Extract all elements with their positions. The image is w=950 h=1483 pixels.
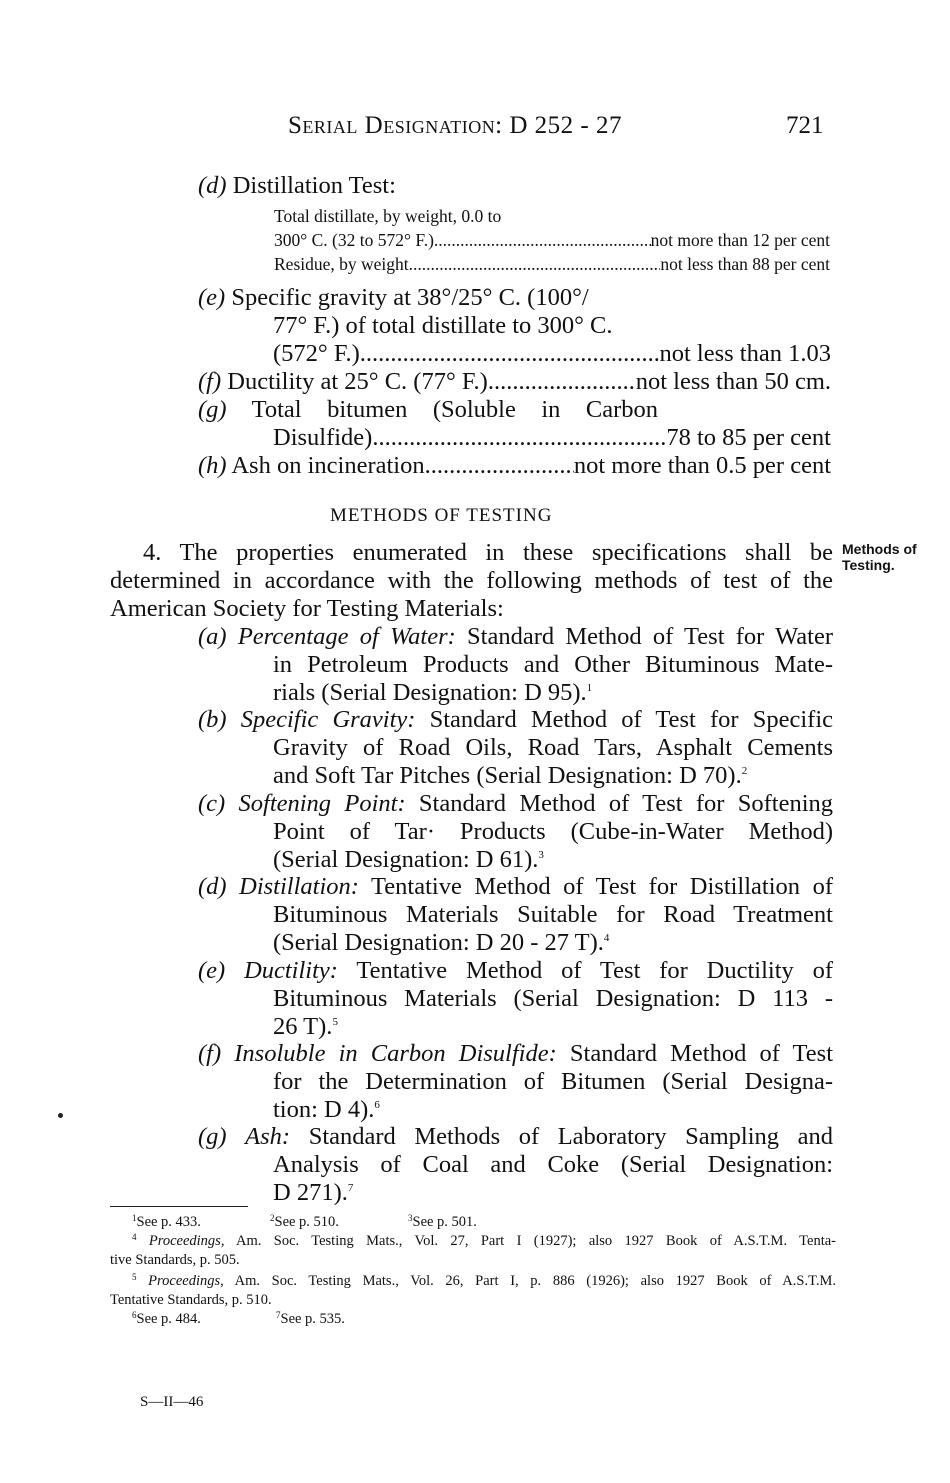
method-f-label: (f) [198, 1040, 222, 1067]
req-d [198, 172, 396, 200]
method-g-line-2: Analysis of Coal and Coke (Serial Designation: [273, 1151, 833, 1178]
leader-dots [360, 340, 660, 368]
footnote-1 [132, 1213, 201, 1232]
method-g-line-3-text: D 271). [273, 1179, 348, 1206]
footnote-ref-2: 2 [741, 765, 748, 777]
method-d-line-1: Tentative Method of Test for Distillation of [371, 873, 833, 900]
method-c-line-2: Point of Tar· Products (Cube-in-Water Method) [273, 818, 833, 845]
method-c-label: (c) [198, 790, 226, 817]
method-f-line-1: Standard Method of Test [569, 1040, 834, 1067]
method-a-line-2: in Petroleum Products and Other Bituminous Mate- [273, 651, 833, 678]
footnote-1-num: 1 [132, 1213, 137, 1223]
req-d-label: (d) [198, 172, 227, 199]
method-c-title: Softening Point: [238, 790, 406, 817]
req-e [198, 284, 589, 312]
side-note-line-1: Methods of [842, 541, 917, 557]
footnote-ref-6: 6 [374, 1099, 380, 1111]
intro-line-1: 4. The properties enumerated in these specifications shall be [143, 539, 833, 566]
method-g-line-3 [273, 1179, 353, 1207]
footnote-rule [110, 1206, 248, 1207]
req-g-text: Total bitumen (Soluble in Carbon [251, 396, 658, 423]
req-g-cont-label: Disulfide) [273, 424, 373, 451]
req-h-value: not more than 0.5 per cent [573, 452, 831, 479]
method-d-title: Distillation: [239, 873, 359, 900]
dist-line-2-value: not more than 12 per cent [650, 230, 830, 250]
method-f-title: Insoluble in Carbon Disulfide: [234, 1040, 557, 1067]
section-title: METHODS OF TESTING [330, 505, 553, 526]
footnote-3 [408, 1213, 477, 1232]
req-h [198, 452, 831, 480]
dist-line-2 [274, 228, 830, 252]
method-e-line-3-text: 26 T). [273, 1013, 333, 1040]
footnote-6-num: 6 [132, 1310, 137, 1320]
req-f-text: Ductility at 25° C. (77° F.) [227, 368, 488, 395]
footnote-4 [132, 1232, 836, 1251]
dist-line-3-label: Residue, by weight [274, 254, 409, 274]
footnote-5-num: 5 [132, 1272, 137, 1282]
footnote-ref-1: 1 [586, 682, 593, 694]
footnote-5-line-2: Tentative Standards, p. 510. [110, 1292, 272, 1308]
method-g-line-1: Standard Methods of Laboratory Sampling and [308, 1123, 834, 1150]
footnote-ref-3: 3 [538, 849, 544, 861]
footnote-3-num: 3 [408, 1213, 413, 1223]
method-d-line-3 [273, 929, 609, 957]
method-b-line-1: Standard Method of Test for Specific [429, 706, 834, 733]
req-g-value: 78 to 85 per cent [666, 424, 831, 451]
method-f [198, 1040, 833, 1068]
footnote-4-line-2: tive Standards, p. 505. [110, 1252, 240, 1268]
footnote-4-num: 4 [132, 1232, 137, 1242]
method-b-label: (b) [198, 706, 227, 733]
leader-dots [425, 452, 574, 480]
method-d-line-2: Bituminous Materials Suitable for Road Treatment [273, 901, 833, 928]
leader-dots [372, 424, 666, 452]
method-c-line-3-text: (Serial Designation: D 61). [273, 846, 539, 873]
footnote-4-line-1: Am. Soc. Testing Mats., Vol. 27, Part I (1927); also 1927 Book of A.S.T.M. Tenta- [236, 1233, 836, 1249]
method-a [198, 623, 833, 651]
method-a-line-3-text: rials (Serial Designation: D 95). [273, 679, 587, 706]
method-c-line-3 [273, 846, 544, 874]
intro-line-3: American Society for Testing Materials: [110, 595, 504, 622]
footnote-ref-7: 7 [347, 1182, 354, 1194]
page-number: 721 [786, 112, 824, 139]
footnote-ref-5: 5 [332, 1016, 338, 1028]
method-f-line-3 [273, 1096, 380, 1124]
dist-line-3-value: not less than 88 per cent [660, 254, 830, 274]
req-e-value: not less than 1.03 [659, 340, 831, 367]
method-b-line-2: Gravity of Road Oils, Road Tars, Asphalt Cements [273, 734, 833, 761]
side-note [842, 541, 917, 573]
method-e-line-3 [273, 1013, 338, 1041]
req-g-cont [273, 424, 831, 452]
method-c-line-1: Standard Method of Test for Softening [418, 790, 834, 817]
method-b-title: Specific Gravity: [240, 706, 416, 733]
method-e-title: Ductility: [244, 957, 338, 984]
leader-dots [409, 252, 661, 276]
printer-signature: S—II—46 [140, 1394, 204, 1410]
method-d [198, 873, 833, 901]
method-e-label: (e) [198, 957, 226, 984]
footnote-2-text: See p. 510. [274, 1214, 339, 1230]
leader-dots [434, 228, 651, 252]
req-f-label: (f) [198, 368, 222, 395]
intro-line-2: determined in accordance with the following methods of test of the [110, 567, 833, 594]
leader-dots [488, 368, 636, 396]
footnote-1-text: See p. 433. [136, 1214, 201, 1230]
req-h-label: (h) [198, 452, 227, 479]
dist-line-3 [274, 252, 830, 276]
req-g [198, 396, 658, 424]
footnote-7-num: 7 [276, 1310, 281, 1320]
footnote-2-num: 2 [270, 1213, 275, 1223]
footnote-5-title: Proceedings, [148, 1273, 224, 1289]
footnote-7 [276, 1310, 345, 1329]
running-header: Serial Designation: D 252 - 27 [288, 112, 623, 139]
req-f [198, 368, 831, 396]
side-note-line-2: Testing. [842, 557, 895, 573]
method-g [198, 1123, 833, 1151]
footnote-6-text: See p. 484. [136, 1311, 201, 1327]
footnote-ref-4: 4 [603, 932, 610, 944]
method-d-line-3-text: (Serial Designation: D 20 - 27 T). [273, 929, 604, 956]
method-g-label: (g) [198, 1123, 227, 1150]
footnote-5-line-1: Am. Soc. Testing Mats., Vol. 26, Part I, p. 886 (1926); also 1927 Book of A.S.T.M. [234, 1273, 837, 1289]
method-d-label: (d) [198, 873, 227, 900]
req-h-text: Ash on incineration [231, 452, 425, 479]
footnote-2 [270, 1213, 339, 1232]
method-e-line-1: Tentative Method of Test for Ductility of [356, 957, 834, 984]
req-d-text: Distillation Test: [232, 172, 396, 199]
method-a-line-1: Standard Method of Test for Water [467, 623, 833, 650]
req-e-label: (e) [198, 284, 226, 311]
margin-dot [58, 1113, 63, 1118]
method-e-line-2: Bituminous Materials (Serial Designation: D 113 - [273, 985, 833, 1012]
footnote-7-text: See p. 535. [280, 1311, 345, 1327]
method-a-label: (a) [198, 623, 227, 650]
footnote-4-title: Proceedings, [148, 1233, 225, 1249]
method-g-title: Ash: [245, 1123, 291, 1150]
method-b-line-3 [273, 762, 747, 790]
method-a-line-3 [273, 679, 592, 707]
req-e-cont1: 77° F.) of total distillate to 300° C. [273, 312, 613, 339]
method-f-line-3-text: tion: D 4). [273, 1096, 375, 1123]
req-f-value: not less than 50 cm. [635, 368, 831, 395]
footnote-6 [132, 1310, 201, 1329]
req-e-text: Specific gravity at 38°/25° C. (100°/ [231, 284, 589, 311]
method-c [198, 790, 833, 818]
req-f-label-text [198, 368, 488, 396]
method-e [198, 957, 833, 985]
method-b-line-3-text: and Soft Tar Pitches (Serial Designation: D 70). [273, 762, 742, 789]
dist-line-1: Total distillate, by weight, 0.0 to [274, 206, 502, 226]
req-e-cont2 [273, 340, 831, 368]
method-a-title: Percentage of Water: [237, 623, 456, 650]
req-e-cont2-label: (572° F.) [273, 340, 360, 367]
dist-line-2-label: 300° C. (32 to 572° F.) [274, 230, 434, 250]
footnote-5 [132, 1272, 836, 1291]
footnote-3-text: See p. 501. [412, 1214, 477, 1230]
method-f-line-2: for the Determination of Bitumen (Serial Designa- [273, 1068, 833, 1095]
req-h-label-text [198, 452, 425, 480]
req-g-label: (g) [198, 396, 227, 423]
method-b [198, 706, 833, 734]
